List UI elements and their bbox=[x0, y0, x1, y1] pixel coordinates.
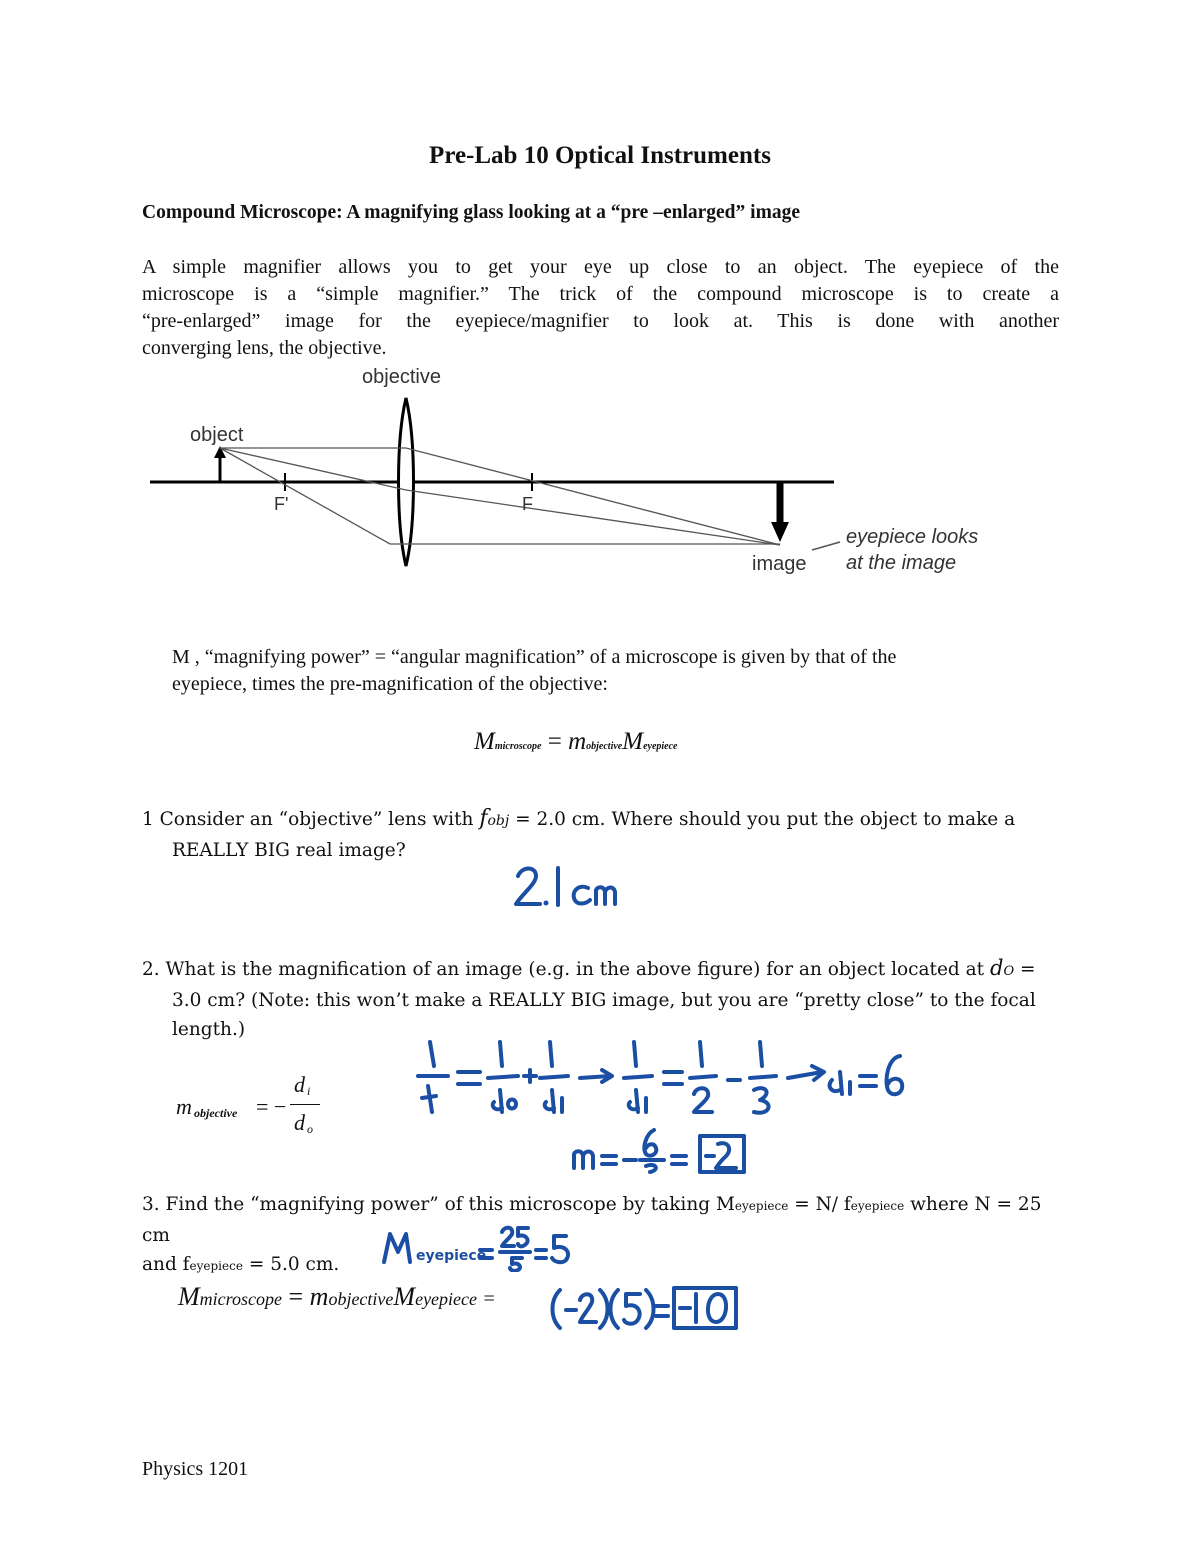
magnifying-line: eyepiece, times the pre-magnification of the objective: bbox=[172, 673, 608, 695]
image-arrowhead bbox=[771, 522, 789, 542]
object-label: object bbox=[190, 424, 244, 446]
page-title: Pre-Lab 10 Optical Instruments bbox=[429, 142, 771, 169]
eyepiece-pointer bbox=[812, 542, 840, 550]
magnifying-line: M , “magnifying power” = “angular magnification” of a microscope is given by that of the bbox=[172, 646, 897, 668]
final-microscope-equation: Mmicroscope = mobjectiveMeyepiece = bbox=[178, 1282, 495, 1311]
focal-label-right: F bbox=[522, 494, 533, 514]
microscope-ray-diagram bbox=[140, 360, 1000, 590]
handwritten-work-q3 bbox=[380, 1222, 580, 1272]
eyepiece-note-line1: eyepiece looks bbox=[846, 526, 979, 548]
page-footer: Physics 1201 bbox=[142, 1458, 249, 1480]
handwritten-work-q2 bbox=[410, 1036, 910, 1176]
question-2: 2. What is the magnification of an image (e.g. in the above figure) for an object located at dO = 3.0 cm? (Note: this won’t make a REALLY BIG image, but you are “pretty close” to the focal length.) bbox=[142, 954, 1072, 1044]
question-1: 1 Consider an “objective” lens with fobj = 2.0 cm. Where should you put the object to make a REALLY BIG real image? bbox=[142, 804, 1072, 865]
handwritten-subscript: eyepiece bbox=[416, 1248, 487, 1264]
question-1-line2: REALLY BIG real image? bbox=[172, 840, 406, 861]
intro-line: A simple magnifier allows you to get your eye up close to an object. The eyepiece of the bbox=[142, 256, 1059, 278]
intro-line: “pre-enlarged” image for the eyepiece/magnifier to look at. This is done with another bbox=[142, 310, 1059, 332]
intro-line: microscope is a “simple magnifier.” The trick of the compound microscope is to create a bbox=[142, 283, 1059, 305]
image-label: image bbox=[752, 553, 807, 575]
handwritten-answer-q3 bbox=[548, 1284, 748, 1334]
question-2-line2: 3.0 cm? (Note: this won’t make a REALLY BIG image, but you are “pretty close” to the focal bbox=[172, 990, 1036, 1011]
intro-paragraph bbox=[142, 254, 1059, 362]
objective-label: objective bbox=[362, 366, 441, 388]
eyepiece-note-line2: at the image bbox=[846, 552, 957, 574]
magnifying-power-text bbox=[172, 644, 1059, 698]
intro-line: converging lens, the objective. bbox=[142, 337, 387, 359]
section-heading: Compound Microscope: A magnifying glass looking at a “pre –enlarged” image bbox=[142, 202, 800, 223]
microscope-equation: Mmicroscope = mobjectiveMeyepiece bbox=[474, 728, 678, 755]
objective-magnification-formula: m objective = − d i d o bbox=[176, 1072, 336, 1142]
question-2-line3: length.) bbox=[172, 1019, 246, 1040]
focal-label-left: F' bbox=[274, 494, 289, 514]
handwritten-answer-q1 bbox=[510, 860, 630, 916]
question-3: 3. Find the “magnifying power” of this microscope by taking Meyepiece = N/ feyepiece where N = 25 cm and feyepiece = 5.0 cm. bbox=[142, 1194, 1042, 1275]
light-rays bbox=[220, 448, 780, 545]
objective-lens bbox=[399, 398, 414, 566]
